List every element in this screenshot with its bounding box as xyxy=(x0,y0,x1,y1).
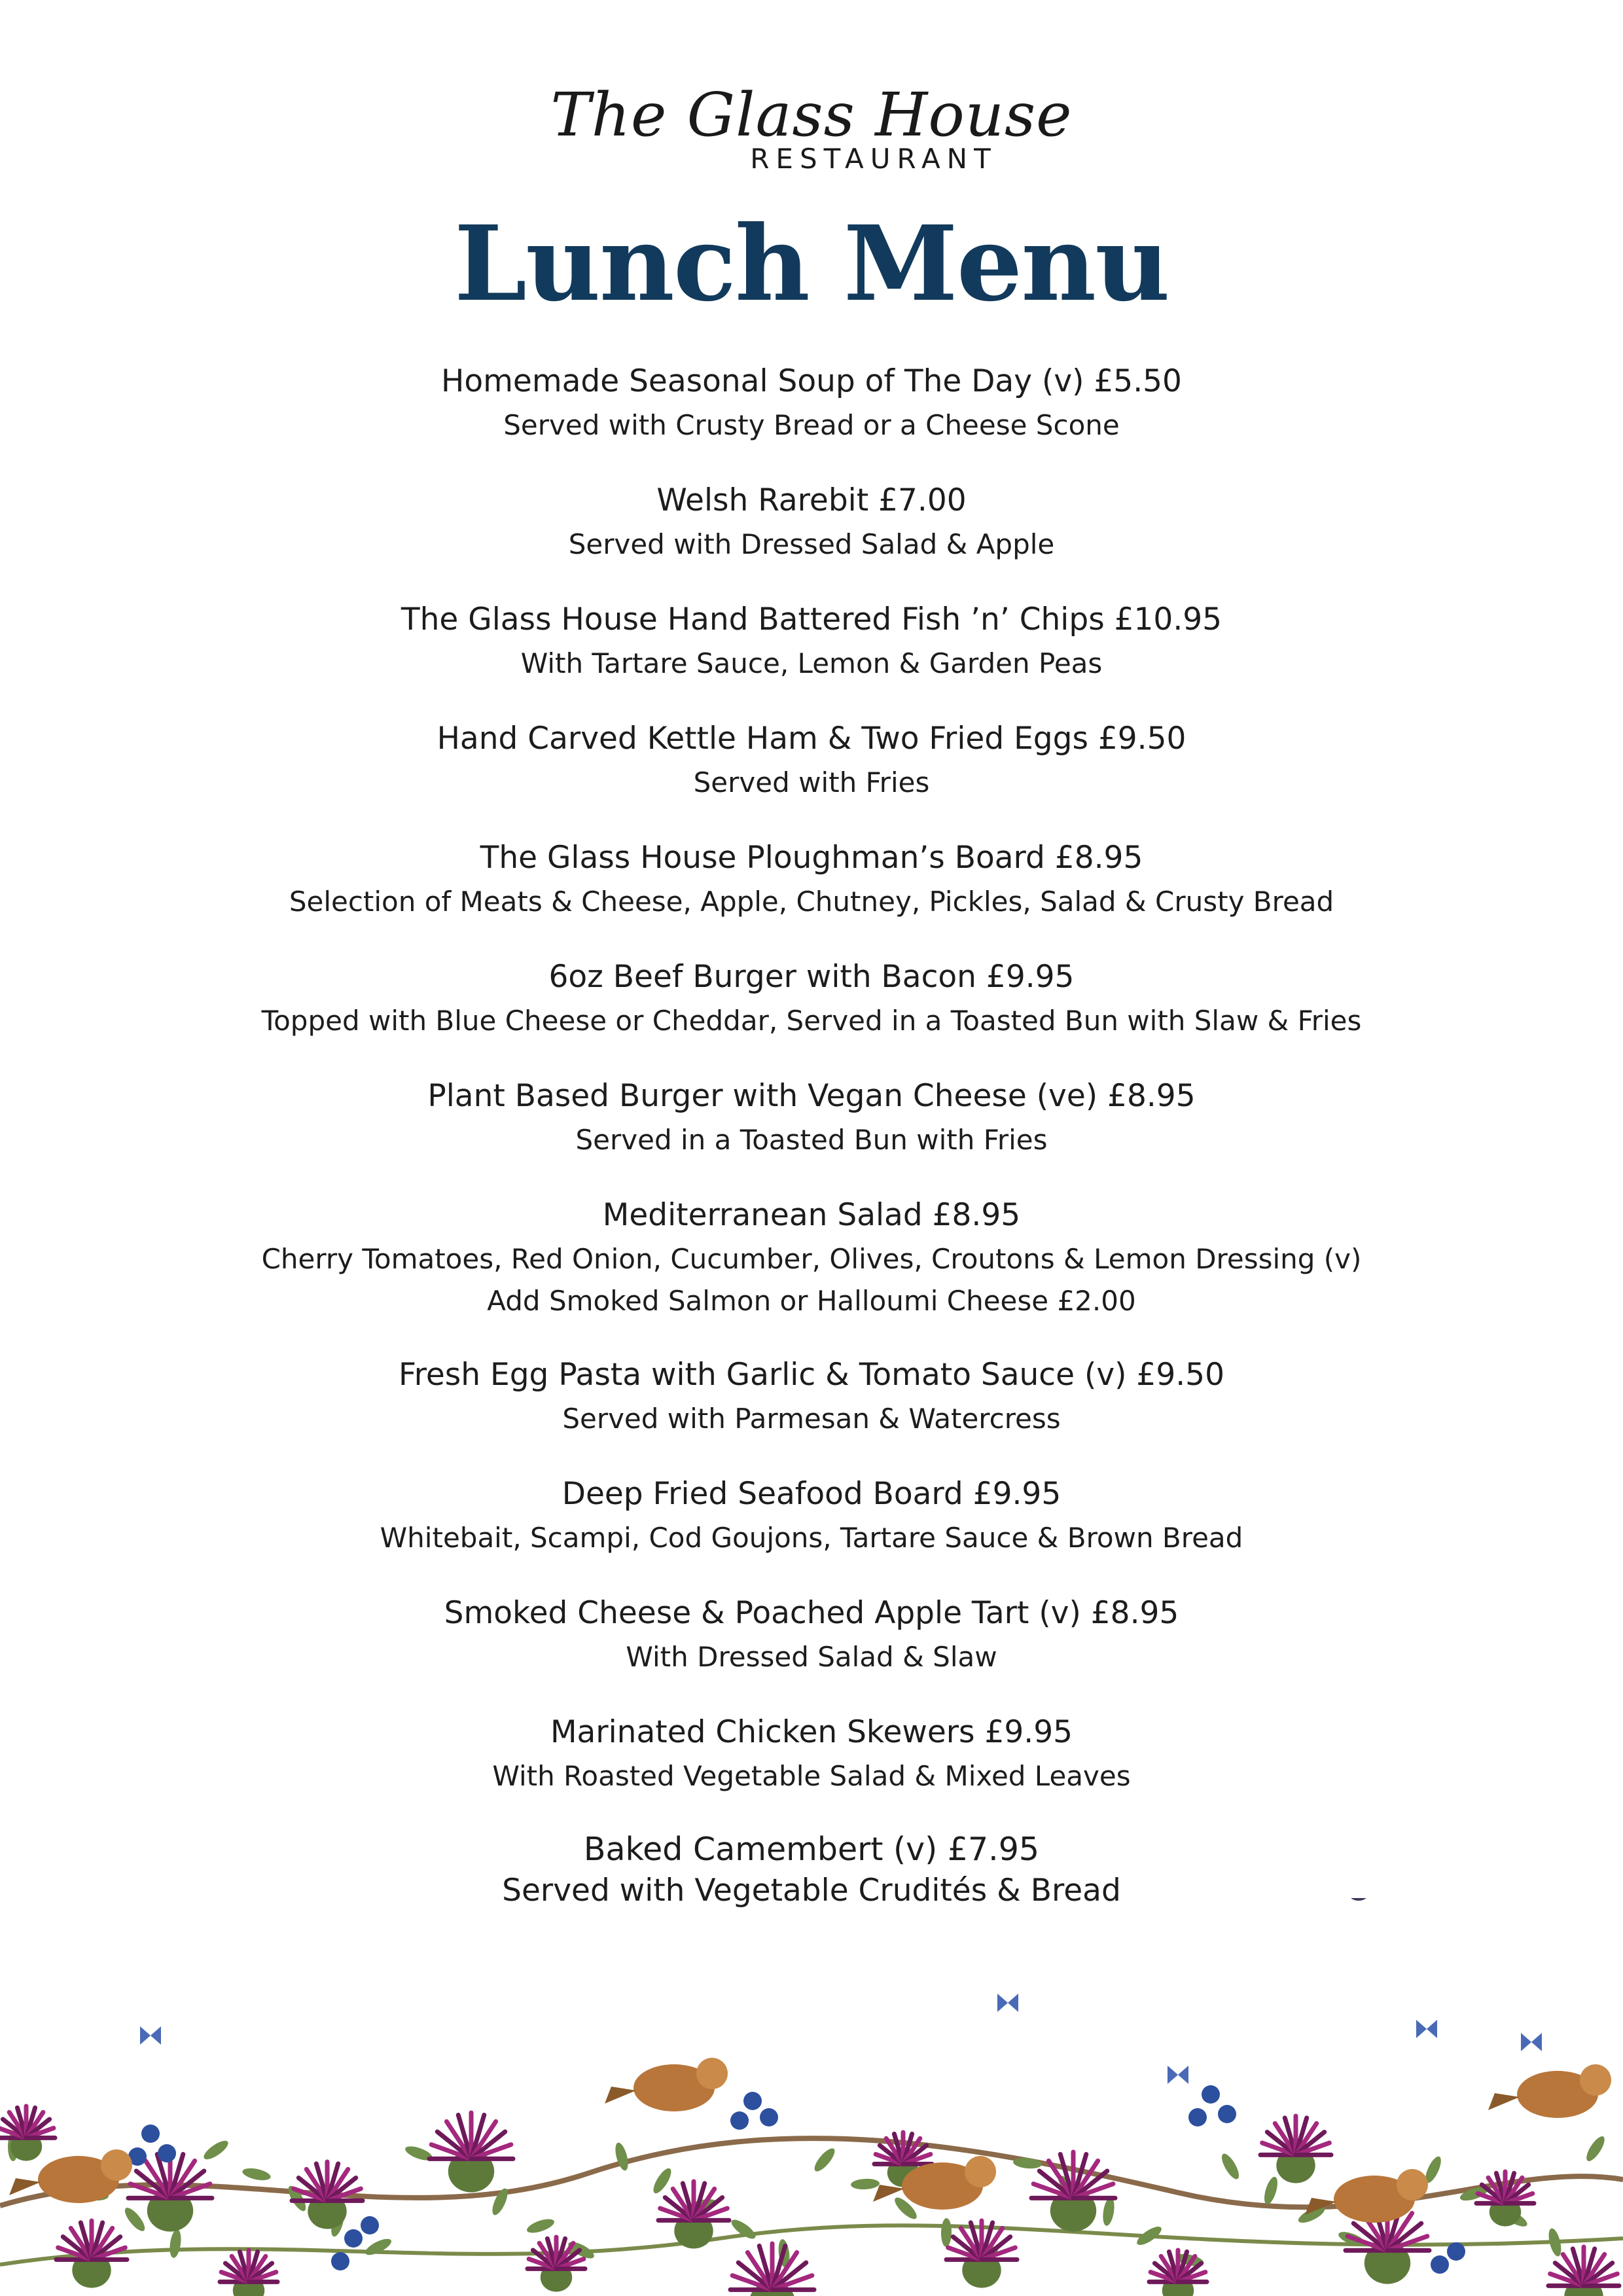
floral-border-illustration xyxy=(0,1898,1623,2296)
blueberry-icon xyxy=(331,2252,349,2270)
bird-icon xyxy=(965,2156,996,2187)
menu-item-name: 6oz Beef Burger with Bacon £9.95 xyxy=(548,959,1075,995)
blueberry-icon xyxy=(361,2216,379,2234)
bird-icon xyxy=(9,2178,41,2195)
leaf-icon xyxy=(168,2229,183,2259)
butterfly-icon xyxy=(1521,2033,1542,2051)
menu-item-description: Served with Parmesan & Watercress xyxy=(562,1403,1061,1435)
leaf-icon xyxy=(941,2218,952,2247)
menu-item-description: Whitebait, Scampi, Cod Goujons, Tartare Sauce & Brown Bread xyxy=(380,1522,1243,1554)
leaf-icon xyxy=(526,2216,556,2235)
bird-icon xyxy=(1488,2093,1520,2110)
menu-item-description: With Roasted Vegetable Salad & Mixed Leaves xyxy=(492,1760,1131,1792)
menu-item-name: The Glass House Hand Battered Fish ’n’ Chips £10.95 xyxy=(401,601,1222,637)
menu-item xyxy=(0,716,1623,835)
bird-icon xyxy=(101,2149,132,2181)
menu-item-name: Marinated Chicken Skewers £9.95 xyxy=(550,1714,1073,1750)
menu-item xyxy=(0,1352,1623,1471)
menu-item xyxy=(0,359,1623,478)
blueberry-icon xyxy=(760,2108,778,2126)
leaf-icon xyxy=(1219,2151,1242,2181)
menu-item-name: Welsh Rarebit £7.00 xyxy=(656,482,967,518)
menu-item-description: Selection of Meats & Cheese, Apple, Chutney, Pickles, Salad & Crusty Bread xyxy=(289,886,1334,918)
bird-icon xyxy=(1397,2169,1428,2200)
leaf-icon xyxy=(122,2205,148,2234)
blueberry-icon xyxy=(158,2144,176,2162)
menu-item xyxy=(0,1193,1623,1352)
bee-icon xyxy=(1349,1898,1368,1901)
bird-icon xyxy=(605,2087,636,2104)
menu-item xyxy=(0,954,1623,1073)
menu-item xyxy=(0,1710,1623,1829)
menu-item-description: Served in a Toasted Bun with Fries xyxy=(575,1124,1048,1156)
menu-item-description: Add Smoked Salmon or Halloumi Cheese £2.00 xyxy=(487,1285,1136,1317)
blueberry-icon xyxy=(1218,2105,1236,2123)
blueberry-icon xyxy=(743,2092,762,2110)
menu-item xyxy=(0,1471,1623,1590)
leaf-icon xyxy=(812,2145,838,2174)
blueberry-icon xyxy=(1188,2108,1207,2126)
blueberry-icon xyxy=(141,2125,160,2143)
menu-item-description: Served with Fries xyxy=(693,766,930,798)
menu-item-name: Homemade Seasonal Soup of The Day (v) £5.50 xyxy=(441,363,1182,399)
page-title: Lunch Menu xyxy=(454,204,1169,325)
butterfly-icon xyxy=(1416,2020,1437,2038)
bird-icon xyxy=(696,2058,728,2089)
menu-item-name: Smoked Cheese & Poached Apple Tart (v) £8.95 xyxy=(444,1595,1179,1631)
logo-script-text: The Glass House xyxy=(550,80,1073,150)
leaf-icon xyxy=(1262,2176,1280,2206)
menu-item-name: Baked Camembert (v) £7.95 xyxy=(583,1831,1040,1868)
butterfly-icon xyxy=(997,1994,1018,2012)
leaf-icon xyxy=(363,2236,393,2258)
menu-item xyxy=(0,835,1623,954)
menu-item xyxy=(0,478,1623,597)
menu-item-name: Mediterranean Salad £8.95 xyxy=(602,1197,1021,1233)
menu-item-description: With Dressed Salad & Slaw xyxy=(626,1641,997,1673)
menu-item-name: Deep Fried Seafood Board £9.95 xyxy=(562,1476,1061,1512)
blueberry-icon xyxy=(1447,2242,1465,2261)
menu-item-description: Served with Dressed Salad & Apple xyxy=(568,528,1055,560)
logo-subtitle: RESTAURANT xyxy=(750,143,997,175)
menu-item-description: Served with Vegetable Crudités & Bread xyxy=(502,1873,1121,1909)
menu-item-name: Fresh Egg Pasta with Garlic & Tomato Sauce (v) £9.50 xyxy=(398,1357,1224,1393)
menu-item xyxy=(0,597,1623,716)
menu-item-description: Cherry Tomatoes, Red Onion, Cucumber, Olives, Croutons & Lemon Dressing (v) xyxy=(261,1243,1362,1275)
leaf-icon xyxy=(1583,2134,1607,2164)
butterfly-icon xyxy=(140,2026,161,2045)
restaurant-logo xyxy=(0,80,1623,175)
leaf-icon xyxy=(851,2178,880,2190)
menu-item-description: With Tartare Sauce, Lemon & Garden Peas xyxy=(520,647,1103,679)
menu-list xyxy=(0,359,1623,1948)
butterfly-icon xyxy=(1168,2066,1188,2084)
menu-item-name: The Glass House Ploughman’s Board £8.95 xyxy=(480,840,1143,876)
leaf-icon xyxy=(1101,2197,1116,2227)
menu-item-name: Plant Based Burger with Vegan Cheese (ve) £8.95 xyxy=(427,1078,1196,1114)
blueberry-icon xyxy=(1202,2085,1220,2104)
menu-item-description: Topped with Blue Cheese or Cheddar, Served in a Toasted Bun with Slaw & Fries xyxy=(261,1005,1362,1037)
blueberry-icon xyxy=(1431,2255,1449,2274)
bird-icon xyxy=(1580,2064,1611,2096)
blueberry-icon xyxy=(344,2229,363,2248)
leaf-icon xyxy=(241,2166,272,2183)
menu-item-name: Hand Carved Kettle Ham & Two Fried Eggs £9.50 xyxy=(437,721,1186,757)
menu-item xyxy=(0,1590,1623,1710)
blueberry-icon xyxy=(730,2111,749,2130)
leaf-icon xyxy=(201,2138,230,2162)
menu-item-description: Served with Crusty Bread or a Cheese Scone xyxy=(503,409,1120,441)
leaf-icon xyxy=(651,2166,675,2196)
menu-item xyxy=(0,1073,1623,1193)
